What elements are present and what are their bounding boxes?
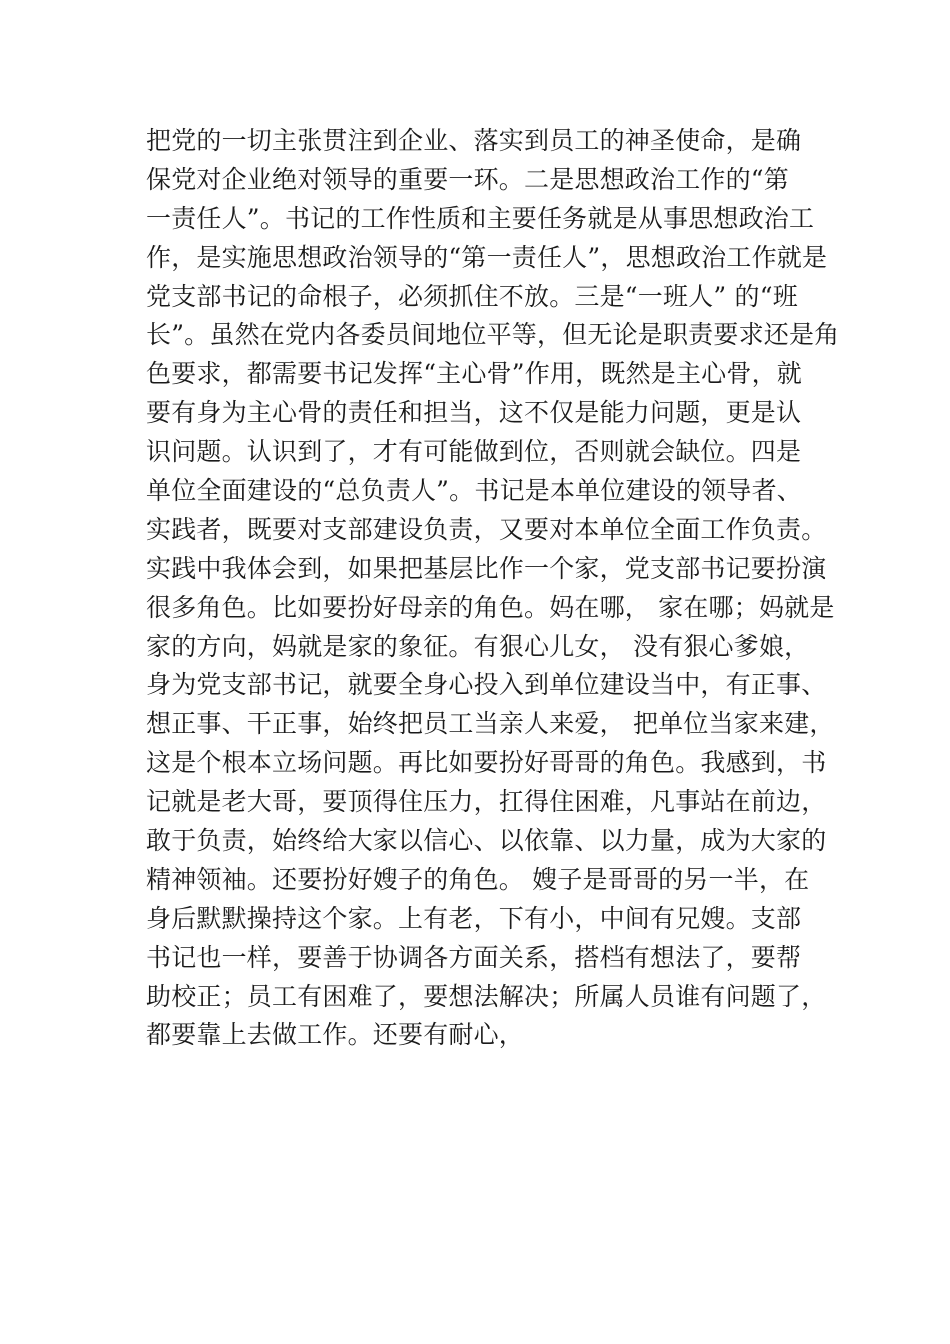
text-line: 助校正；员工有困难了，要想法解决；所属人员谁有问题了， [146, 981, 827, 1011]
text-line: 要有身为主心骨的责任和担当，这不仅是能力问题，更是认 [146, 398, 802, 428]
text-line: 都要靠上去做工作。还要有耐心， [146, 1020, 525, 1050]
text-line: 单位全面建设的“总负责人”。书记是本单位建设的领导者、 [146, 476, 802, 506]
body-paragraph [146, 122, 840, 1055]
text-line: 身为党支部书记，就要全身心投入到单位建设当中，有正事、 [146, 670, 827, 700]
text-line: 敢于负责，始终给大家以信心、以依靠、以力量，成为大家的 [146, 826, 827, 856]
text-line: 记就是老大哥，要顶得住压力，扛得住困难，凡事站在前边， [146, 787, 827, 817]
text-line: 想正事、干正事，始终把员工当亲人来爱， 把单位当家来建， [146, 709, 835, 739]
text-line: 保党对企业绝对领导的重要一环。二是思想政治工作的“第 [146, 164, 789, 194]
text-line: 这是个根本立场问题。再比如要扮好哥哥的角色。我感到，书 [146, 748, 827, 778]
text-line: 党支部书记的命根子，必须抓住不放。三是“一班人” 的“班 [146, 281, 798, 311]
text-line: 把党的一切主张贯注到企业、落实到员工的神圣使命，是确 [146, 126, 802, 155]
text-line: 识问题。认识到了，才有可能做到位，否则就会缺位。四是 [146, 437, 802, 467]
text-line: 家的方向，妈就是家的象征。有狠心儿女， 没有狠心爹娘， [146, 631, 810, 661]
text-line: 作，是实施思想政治领导的“第一责任人”，思想政治工作就是 [146, 242, 828, 272]
text-line: 书记也一样，要善于协调各方面关系，搭档有想法了，要帮 [146, 942, 802, 972]
text-line: 精神领袖。还要扮好嫂子的角色。 嫂子是哥哥的另一半，在 [146, 864, 810, 894]
text-line: 很多角色。比如要扮好母亲的角色。妈在哪， 家在哪；妈就是 [146, 592, 835, 622]
text-line: 色要求，都需要书记发挥“主心骨”作用，既然是主心骨，就 [146, 359, 802, 389]
text-line: 身后默默操持这个家。上有老，下有小，中间有兄嫂。支部 [146, 903, 802, 933]
text-line: 实践中我体会到，如果把基层比作一个家，党支部书记要扮演 [146, 553, 827, 583]
text-line: 实践者，既要对支部建设负责，又要对本单位全面工作负责。 [146, 514, 827, 544]
text-line: 长”。虽然在党内各委员间地位平等，但无论是职责要求还是角 [146, 320, 840, 350]
text-line: 一责任人”。书记的工作性质和主要任务就是从事思想政治工 [146, 203, 815, 233]
